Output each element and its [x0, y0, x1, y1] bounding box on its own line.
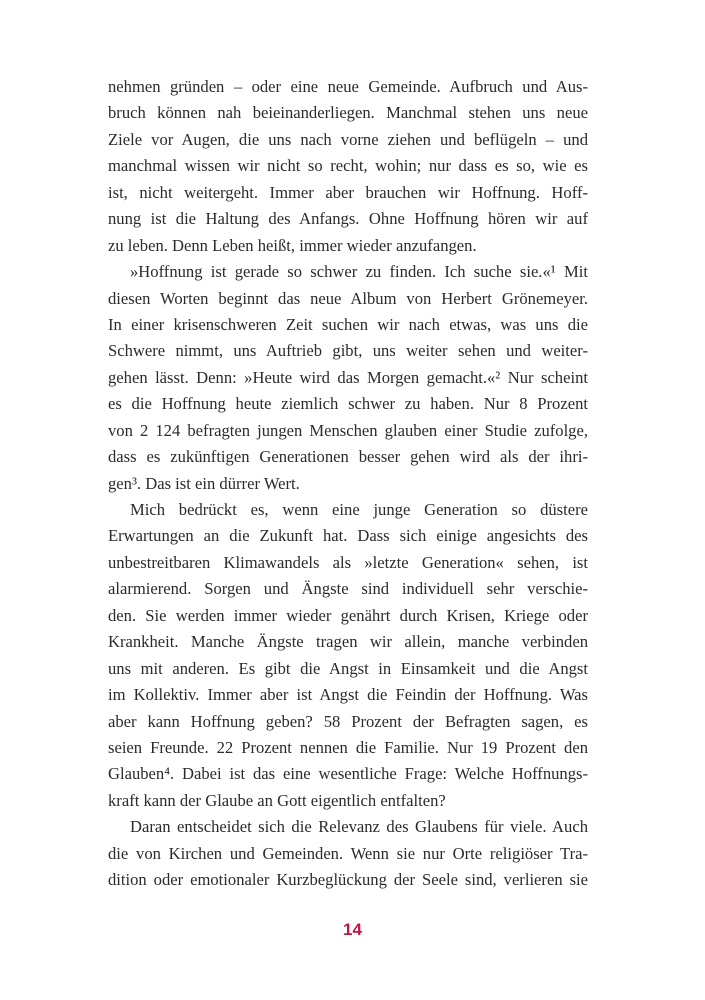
body-text [108, 74, 588, 894]
text-line: nehmen gründen – oder eine neue Gemeinde. Aufbruch und Aus- [108, 77, 588, 96]
text-line: nung ist die Haltung des Anfangs. Ohne Hoffnung hören wir auf [108, 209, 588, 229]
text-line: seien Freunde. 22 Prozent nennen die Familie. Nur 19 Prozent den [108, 737, 588, 757]
text-line: alarmierend. Sorgen und Ängste sind individuell sehr verschie- [108, 579, 588, 599]
text-line: dass es zukünftigen Generationen besser gehen wird als der ihri- [108, 447, 588, 467]
text-line: »Hoffnung ist gerade so schwer zu finden. Ich suche sie.«¹ Mit [130, 262, 588, 282]
text-line: bruch können nah beieinanderliegen. Manchmal stehen uns neue [108, 103, 588, 123]
text-line: uns mit anderen. Es gibt die Angst in Einsamkeit und die Angst [108, 658, 588, 678]
text-line: ist, nicht weitergeht. Immer aber brauchen wir Hoffnung. Hoff- [108, 182, 588, 202]
text-line: Ziele vor Augen, die uns nach vorne ziehen und beflügeln – und [108, 129, 588, 149]
text-line: Erwartungen an die Zukunft hat. Dass sich einige angesichts des [108, 526, 588, 546]
text-line: kraft kann der Glaube an Gott eigentlich entfalten? [108, 790, 446, 810]
text-line: den. Sie werden immer wieder genährt durch Krisen, Kriege oder [108, 605, 588, 625]
page-number: 14 [343, 920, 362, 939]
text-line: dition oder emotionaler Kurzbeglückung der Seele sind, verlieren sie [108, 870, 588, 890]
text-line: im Kollektiv. Immer aber ist Angst die Feindin der Hoffnung. Was [108, 685, 588, 705]
text-line: diesen Worten beginnt das neue Album von Herbert Grönemeyer. [108, 288, 588, 308]
text-line: Daran entscheidet sich die Relevanz des Glaubens für viele. Auch [130, 817, 588, 837]
text-line: gen³. Das ist ein dürrer Wert. [108, 473, 300, 493]
text-line: die von Kirchen und Gemeinden. Wenn sie nur Orte religiöser Tra- [108, 843, 588, 863]
text-line: Glauben⁴. Dabei ist das eine wesentliche Frage: Welche Hoffnungs- [108, 764, 588, 784]
text-line: Mich bedrückt es, wenn eine junge Generation so düstere [130, 500, 588, 519]
text-line: gehen lässt. Denn: »Heute wird das Morgen gemacht.«² Nur scheint [108, 367, 588, 387]
text-line: zu leben. Denn Leben heißt, immer wieder anzufangen. [108, 235, 477, 255]
text-line: manchmal wissen wir nicht so recht, wohin; nur dass es so, wie es [108, 156, 588, 176]
text-line: Krankheit. Manche Ängste tragen wir allein, manche verbinden [108, 632, 588, 652]
text-line: von 2 124 befragten jungen Menschen glauben einer Studie zufolge, [108, 420, 588, 440]
text-line: unbestreitbaren Klimawandels als »letzte Generation« sehen, ist [108, 552, 588, 572]
text-line: es die Hoffnung heute ziemlich schwer zu haben. Nur 8 Prozent [108, 394, 588, 414]
text-line: aber kann Hoffnung geben? 58 Prozent der Befragten sagen, es [108, 711, 588, 731]
text-line: In einer krisenschweren Zeit suchen wir nach etwas, was uns die [108, 314, 588, 334]
text-line: Schwere nimmt, uns Auftrieb gibt, uns weiter sehen und weiter- [108, 341, 588, 361]
